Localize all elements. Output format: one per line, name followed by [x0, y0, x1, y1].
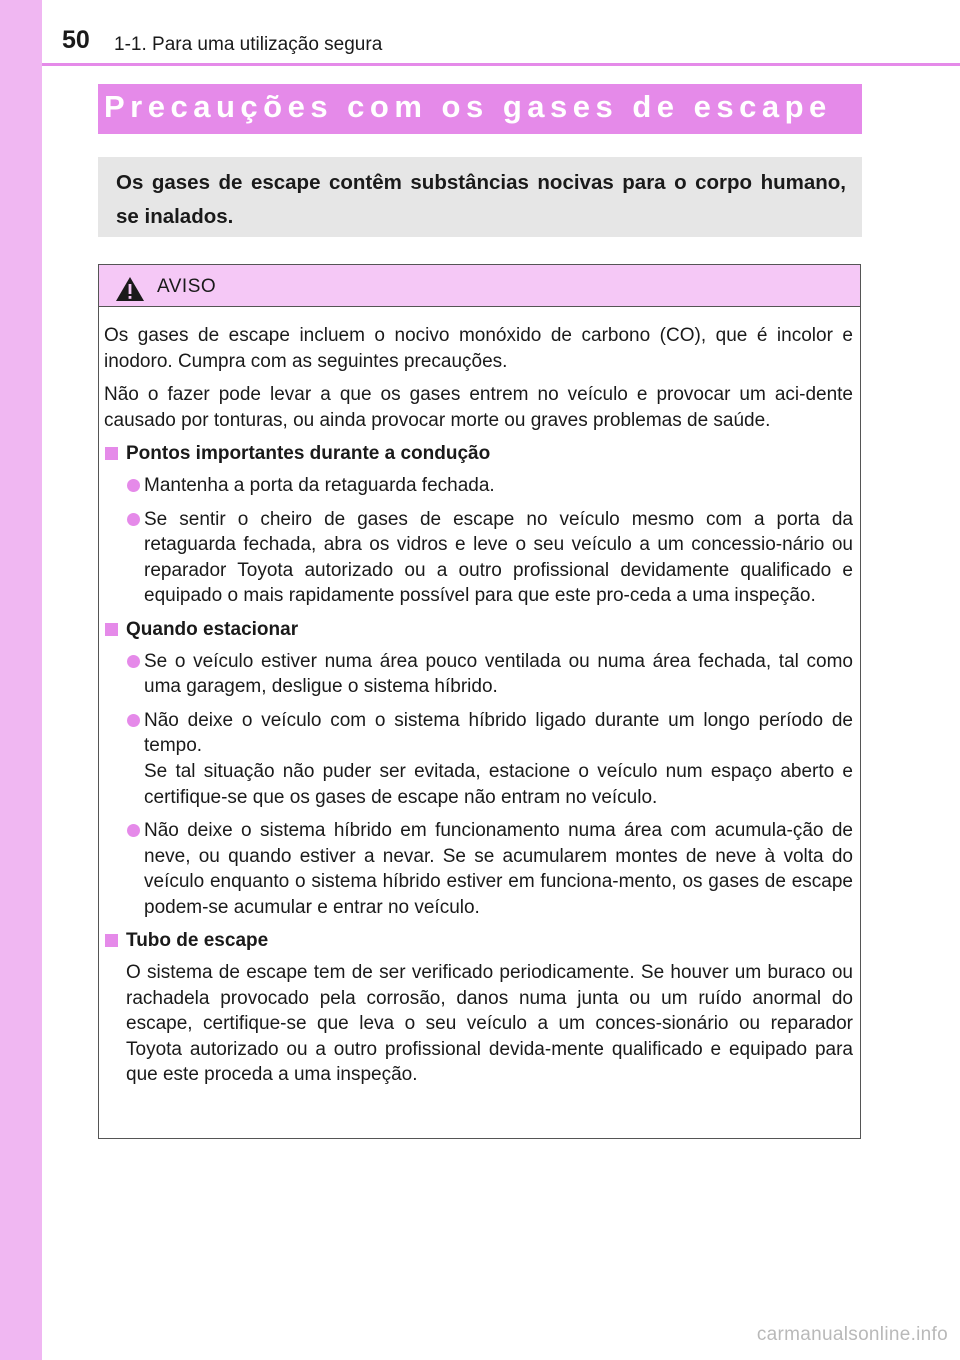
subheading-exhaust-pipe: Tubo de escape [104, 928, 853, 954]
section-label: 1-1. Para uma utilização segura [114, 34, 383, 55]
warning-body [104, 323, 853, 1096]
watermark: carmanualsonline.info [756, 1324, 948, 1345]
warning-header [99, 265, 860, 307]
subheading-driving: Pontos importantes durante a condução [104, 441, 853, 467]
list-item: Não deixe o veículo com o sistema híbrido ligado durante um longo período de tempo. Se tal situação não puder ser evitada, estacione o veículo num espaço aberto e certifique-se que os gases de escape não entram no veículo. [104, 708, 853, 810]
exhaust-pipe-text: O sistema de escape tem de ser verificado periodicamente. Se houver um buraco ou rachadela provocado pela corrosão, danos numa junta ou um ruído anormal do escape, certifique-se que leva o seu veículo a um conces-sionário ou reparador Toyota autorizado ou a outro profissional devida-mente qualificado e equipado para que este proceda a uma inspeção. [126, 962, 853, 1086]
list-item: Se sentir o cheiro de gases de escape no veículo mesmo com a porta da retaguarda fechada, abra os vidros e leve o seu veículo a um concessio-nário ou reparador Toyota autorizado ou a outro profissional devidamente qualificado e equipado o mais rapidamente possível para que este pro-ceda a uma inspeção. [104, 507, 853, 609]
list-item: Não deixe o sistema híbrido em funcionamento numa área com acumula-ção de neve, ou quando estiver a nevar. Se se acumularem montes de neve à volta do veículo enquanto o sistema híbrido estiver em funciona-mento, os gases de escape podem-se acumular e entrar no veículo. [104, 818, 853, 920]
circle-bullet-icon [127, 513, 140, 526]
warning-title: AVISO [157, 276, 217, 297]
warning-intro-2: Não o fazer pode levar a que os gases entrem no veículo e provocar um aci-dente causado por tonturas, ou ainda provocar morte ou graves problemas de saúde. [104, 384, 853, 431]
page-title: Precauções com os gases de escape [104, 89, 832, 124]
subheading-parking: Quando estacionar [104, 617, 853, 643]
list-item: Se o veículo estiver numa área pouco ventilada ou numa área fechada, tal como uma garagem, desligue o sistema híbrido. [104, 649, 853, 700]
circle-bullet-icon [127, 824, 140, 837]
warning-triangle-icon [115, 276, 145, 302]
header-rule [42, 63, 960, 66]
summary-text: Os gases de escape contêm substâncias nocivas para o corpo humano, se inalados. [116, 171, 846, 228]
square-bullet-icon [105, 447, 118, 460]
page-number: 50 [62, 26, 90, 54]
square-bullet-icon [105, 934, 118, 947]
circle-bullet-icon [127, 714, 140, 727]
circle-bullet-icon [127, 479, 140, 492]
circle-bullet-icon [127, 655, 140, 668]
warning-intro-1: Os gases de escape incluem o nocivo monóxido de carbono (CO), que é incolor e inodoro. Cumpra com as seguintes precauções. [104, 325, 853, 372]
list-item-extra: Se tal situação não puder ser evitada, estacione o veículo num espaço aberto e certifique-se que os gases de escape não entram no veículo. [144, 760, 853, 808]
square-bullet-icon [105, 623, 118, 636]
side-color-strip [0, 0, 42, 1360]
warning-box [98, 264, 861, 1139]
list-item: Mantenha a porta da retaguarda fechada. [104, 473, 853, 499]
